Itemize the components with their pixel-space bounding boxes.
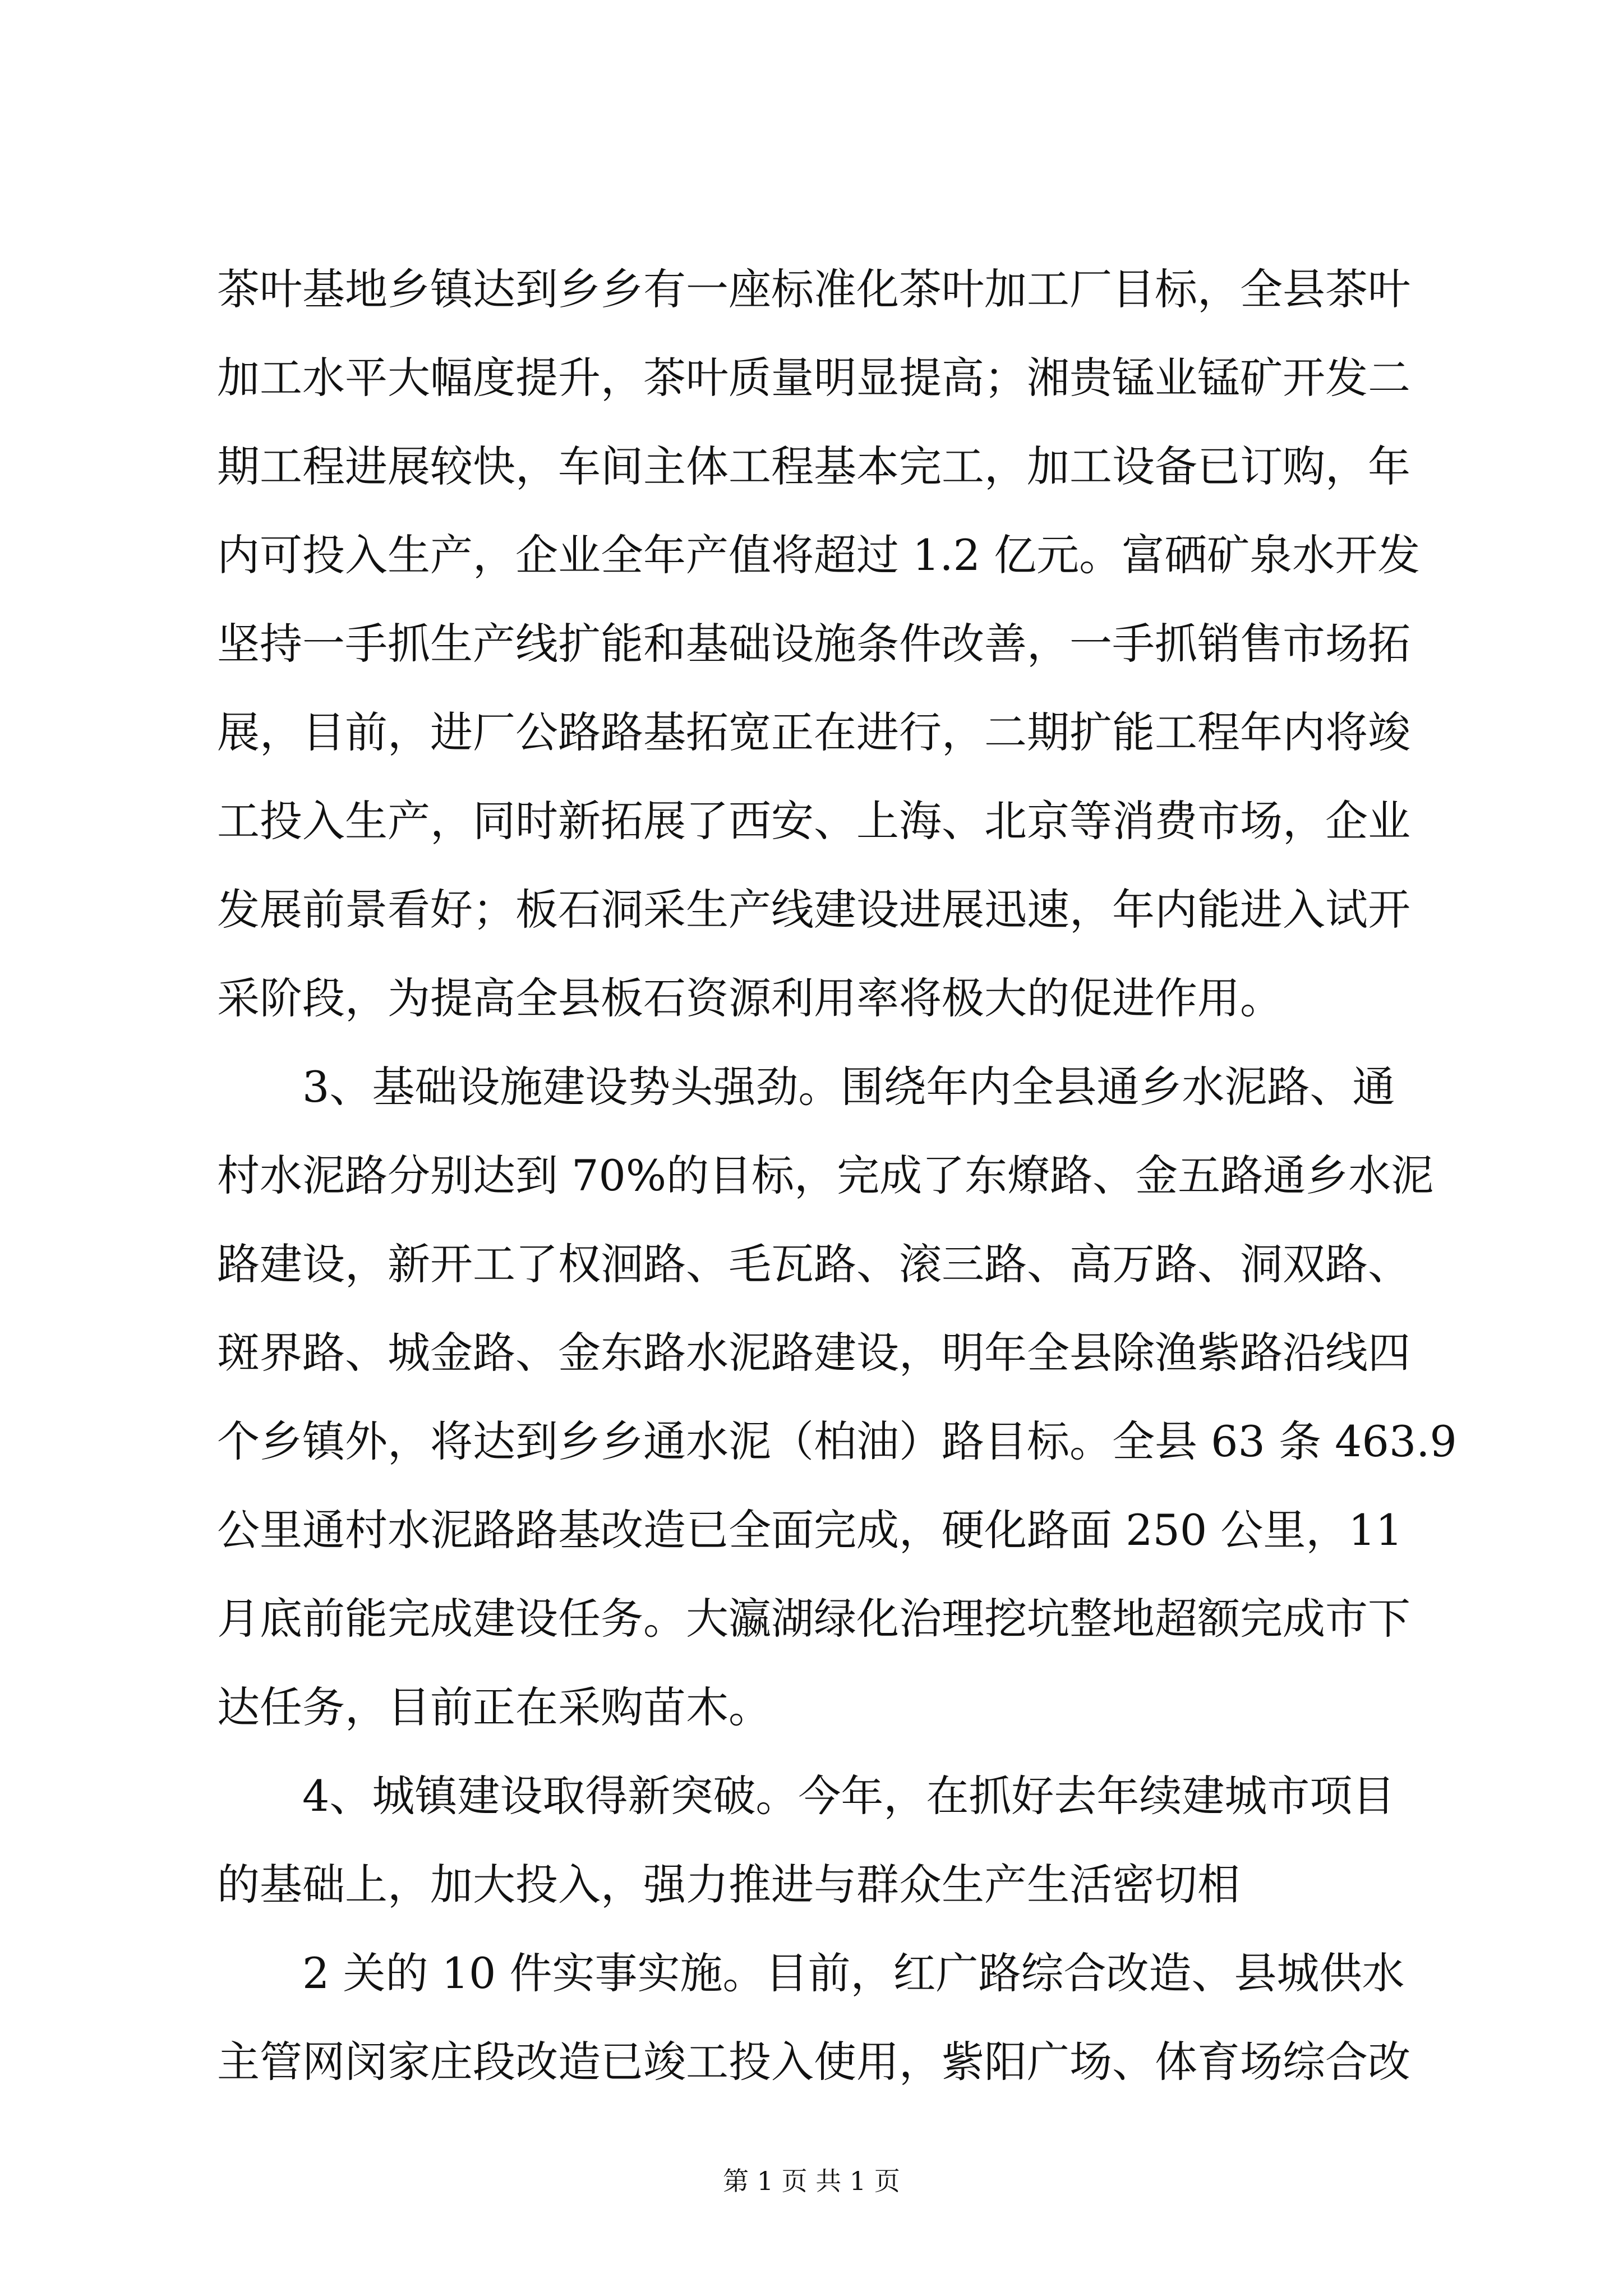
text-line: 采阶段，为提高全县板石资源利用率将极大的促进作用。 [217,973,1283,1023]
text-line: 主管网闵家庄段改造已竣工投入使用，紫阳广场、体育场综合改 [217,2037,1410,2087]
text-line: 斑界路、城金路、金东路水泥路建设，明年全县除渔紫路沿线四 [217,1328,1410,1378]
text-line: 期工程进展较快，车间主体工程基本完工，加工设备已订购，年 [217,441,1410,491]
text-line: 加工水平大幅度提升，茶叶质量明显提高；湘贵锰业锰矿开发二 [217,353,1410,403]
text-line: 坚持一手抓生产线扩能和基础设施条件改善，一手抓销售市场拓 [217,619,1410,669]
text-line: 个乡镇外，将达到乡乡通水泥（柏油）路目标。全县 63 条 463.9 [217,1416,1457,1466]
text-line: 路建设，新开工了权洄路、毛瓦路、滚三路、高万路、洞双路、 [217,1239,1410,1289]
text-line: 展，目前，进厂公路路基拓宽正在进行，二期扩能工程年内将竣 [217,707,1410,757]
text-line: 茶叶基地乡镇达到乡乡有一座标准化茶叶加工厂目标，全县茶叶 [217,264,1410,314]
text-line: 的基础上，加大投入，强力推进与群众生产生活密切相 [217,1860,1240,1910]
text-line: 发展前景看好；板石洞采生产线建设进展迅速，年内能进入试开 [217,885,1410,935]
text-line: 内可投入生产，企业全年产值将超过 1.2 亿元。富硒矿泉水开发 [217,530,1421,580]
text-line: 村水泥路分别达到 70%的目标，完成了东燎路、金五路通乡水泥 [217,1151,1434,1200]
page-footer: 第 1 页 共 1 页 [723,2166,900,2196]
paragraph-3-heading-line: 3、基础设施建设势头强劲。围绕年内全县通乡水泥路、通 [302,1062,1395,1112]
text-line: 达任务，目前正在采购苗木。 [217,1682,771,1732]
text-line: 工投入生产，同时新拓展了西安、上海、北京等消费市场，企业 [217,796,1410,846]
text-line: 月底前能完成建设任务。大瀛湖绿化治理挖坑整地超额完成市下 [217,1594,1410,1644]
document-body [217,264,1457,2129]
paragraph-4-heading-line: 4、城镇建设取得新突破。今年，在抓好去年续建城市项目 [302,1771,1395,1821]
text-line-indented: 2 关的 10 件实事实施。目前，红广路综合改造、县城供水 [302,1948,1405,1998]
text-line: 公里通村水泥路路基改造已全面完成，硬化路面 250 公里，11 [217,1505,1403,1555]
